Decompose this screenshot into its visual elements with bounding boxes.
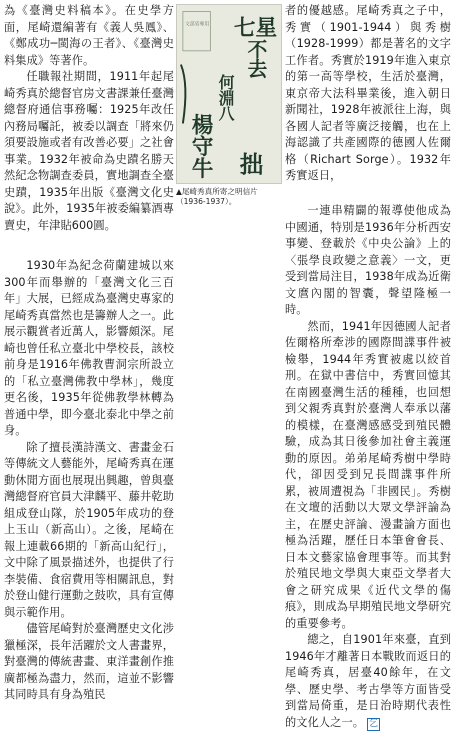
- calligraphy-glyph: 拙: [239, 150, 264, 179]
- paragraph: 除了擅長漢詩漢文、書畫金石等傳統文人藝能外，尾崎秀真在運動休閒方面也展現出興趣，曾與臺灣總督府官員大津麟平、藤井乾助組成登山隊，於1905年成功的登上玉山（新高山）。之後，尾崎在報上連載66期的「新高山紀行」，文中除了風景描述外，也提供了行李裝備、食宿費用等相關訊息，對於登山健行運動之鼓吹，具有宣傳與示範作用。: [4, 440, 174, 619]
- postcard-printed-label: 文部省專用: [184, 21, 210, 28]
- left-column-bottom: [4, 258, 174, 701]
- end-mark: 乞: [369, 718, 379, 729]
- calligraphy-glyph: 楊守牛: [188, 113, 214, 179]
- photo-caption: ▲尾崎秀真所寄之明信片（1936-1937）。: [176, 187, 258, 206]
- left-column-top: [4, 3, 174, 257]
- calligraphy-glyph: 不去: [243, 39, 267, 79]
- right-column-top: [285, 3, 451, 203]
- paragraph: [285, 632, 451, 731]
- paragraph: 然而，1941年因德國人記者佐爾格所牽涉的國際間諜事件被檢舉，1944年秀實被處以絞首刑。在獄中書信中，秀實回憶其在南國臺灣生活的種種，也回想到父親秀真對於臺灣人奉承以藩的模樣，在臺灣感感受到殖民體驗，成為其日後參加社會主義運動的原因。弟弟尾崎秀樹中學時代，卻因受到兄長間諜事件所累，被周遭視為「非國民」。秀樹在文壇的活動以大眾文學評論為主，在歷史評論、漫畫論方面也極為活躍，歷任日本筆會會長、日本文藝家協會理事等。而其對於殖民地文學與大東亞文學者大會之研究成果《近代文學的傷痕》，則成為早期殖民地文學研究的重要參考。: [285, 319, 451, 630]
- paragraph: 者的優越感。尾崎秀真之子中，秀實（1901-1944）與秀樹（1928-1999）都是著名的文字工作者。秀實於1919年進入東京的第一高等學校，生活於臺灣，東京帝大法科畢業後，進入朝日新聞社，1928年被派往上海，與各國人記者等廣泛接觸，也在上海認識了共產國際的德國人佐爾格（Richart Sorge）。1932年秀實返日，: [285, 4, 451, 182]
- paragraph: 為《臺灣史料稿本》。在史學方面，尾崎還編著有《義人吳鳳》、《鄭成功─閩海の王者》、《臺灣史料集成》等著作。: [4, 4, 174, 67]
- calligraphy-glyph: 何淵八: [216, 74, 236, 122]
- calligraphy-image: [177, 5, 281, 183]
- paragraph: 任職報社期間，1911年起尾崎秀真於總督官房文書課兼任臺灣總督府通信事務囑：1925年改任內務局囑託，被委以調查「將來仍須要設施或者有改善必要」之社會事業。1932年被命為史蹟名勝天然紀念物調查委員，實地調查全臺史蹟，1935年出版《臺灣文化史說》。此外，1935年被委編纂酒專賣史，年津貼600圓。: [4, 70, 175, 232]
- postcard-photo: [176, 4, 282, 184]
- paragraph: 一連串精闢的報導使他成為中國通，特別是1936年分析西安事變、登載於《中央公論》上的〈張學良政變之意義〉一文，更受到當局注目，1938年成為近衛文麿內閣的智囊，聲望隆極一時。: [285, 204, 451, 316]
- right-column-bottom: [285, 203, 451, 729]
- paragraph: 1930年為紀念荷蘭建城以來300年而舉辦的「臺灣文化三百年」大展，已經成為臺灣史專家的尾崎秀真當然也是籌辦人之一。此展示觀賞者近萬人，影響頗深。尾崎也曾任私立臺北中學校長，該校前身是1916年佛教曹洞宗所設立的「私立臺灣佛教中學林」，幾度更名後，1935年從佛教學林轉為普通中學，即今臺北泰北中學之前身。: [4, 259, 174, 437]
- paragraph: 儘管尾崎對於臺灣歷史文化涉獵極深，長年活躍於文人書畫界，對臺灣的傳統書畫、東洋畫創作推廣都極為盡力，然而，這並不影響其同時具有身為殖民: [4, 622, 174, 701]
- paragraph-text: 總之，自1901年來臺，直到1946年才離著日本戰敗而返日的尾崎秀真，居臺40餘年，在文學、歷史學、考古學等方面皆受到當局倚重，是日治時期代表性的文化人之一。: [285, 633, 451, 729]
- calligraphy-glyph: 七星: [233, 16, 278, 42]
